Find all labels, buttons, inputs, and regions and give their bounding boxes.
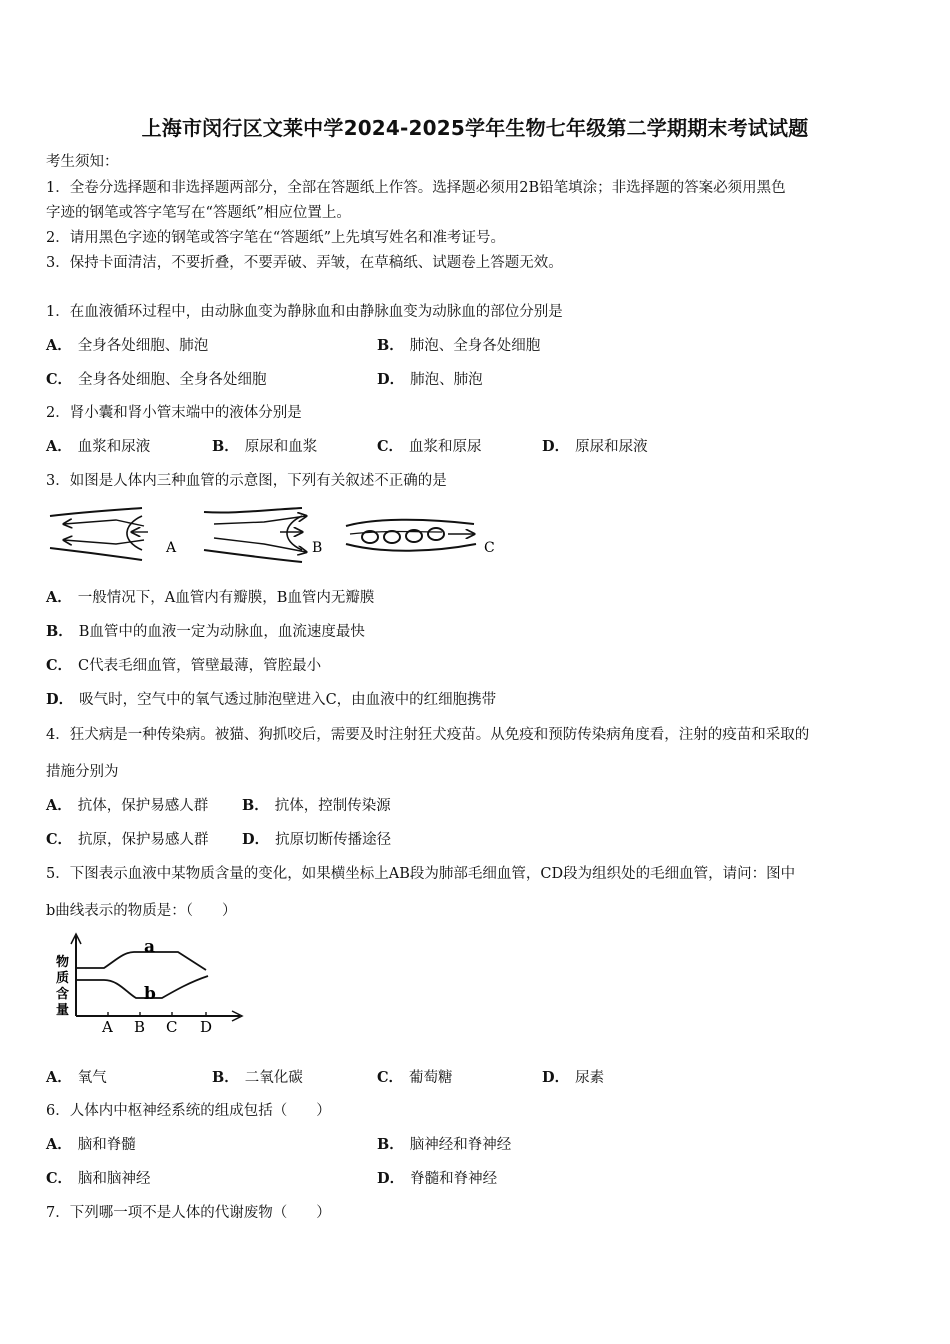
option-label: A． [46, 337, 72, 354]
option-label: C． [46, 657, 73, 674]
option-label: A． [46, 797, 72, 814]
curve-label-a: a [144, 937, 156, 957]
q6-option-a[interactable] [46, 1135, 136, 1155]
q4-option-b[interactable] [242, 796, 391, 816]
option-label: D． [242, 831, 270, 848]
q2-option-b[interactable] [212, 437, 317, 457]
option-text: 尿素 [575, 1070, 605, 1086]
q1-option-b[interactable] [377, 336, 540, 356]
q4-option-c[interactable] [46, 830, 209, 850]
ylabel-char-3: 含 [56, 987, 70, 1002]
q2-option-c[interactable] [377, 437, 482, 457]
option-text: 全身各处细胞、全身各处细胞 [78, 372, 267, 388]
option-text: 原尿和尿液 [575, 439, 648, 455]
option-text: 一般情况下，A血管内有瓣膜，B血管内无瓣膜 [77, 590, 375, 606]
q5-option-c[interactable] [377, 1068, 453, 1088]
option-label: A． [46, 1069, 72, 1086]
notice-item-3: 3．保持卡面清洁，不要折叠，不要弄破、弄皱，在草稿纸、试题卷上答题无效。 [46, 255, 563, 271]
option-label: D． [542, 438, 570, 455]
option-label: C． [377, 1069, 404, 1086]
blood-vessel-figure [44, 504, 496, 570]
option-label: A． [46, 589, 72, 606]
ylabel-char-1: 物 [56, 955, 70, 970]
option-label: D． [377, 371, 405, 388]
q4-option-a[interactable] [46, 796, 208, 816]
option-text: 葡萄糖 [409, 1070, 453, 1086]
option-label: A． [46, 438, 72, 455]
option-text: 肺泡、肺泡 [410, 372, 483, 388]
ylabel-char-2: 质 [56, 971, 70, 986]
option-label: B． [46, 623, 73, 640]
option-text: 抗原切断传播途径 [275, 832, 392, 848]
question-4-stem-cont: 措施分别为 [46, 764, 119, 780]
q6-option-c[interactable] [46, 1169, 151, 1189]
xtick-c: C [166, 1018, 178, 1036]
q6-option-b[interactable] [377, 1135, 511, 1155]
question-4-stem: 4．狂犬病是一种传染病。被猫、狗抓咬后，需要及时注射狂犬疫苗。从免疫和预防传染病角度看，注射的疫苗和采取的 [46, 727, 810, 743]
q5-option-b[interactable] [212, 1068, 303, 1088]
option-text: 脊髓和脊神经 [410, 1171, 498, 1187]
q4-option-d[interactable] [242, 830, 391, 850]
option-text: 原尿和血浆 [244, 439, 318, 455]
question-7-stem: 7．下列哪一项不是人体的代谢废物（ ） [46, 1205, 331, 1221]
option-text: 抗原，保护易感人群 [78, 832, 209, 848]
curve-b [76, 976, 208, 998]
notice-item-1: 1．全卷分选择题和非选择题两部分，全部在答题纸上作答。选择题必须用2B铅笔填涂；非选择题的答案必须用黑色 [46, 180, 786, 196]
vessel-c-diagram [346, 520, 476, 551]
question-5-stem: 5．下图表示血液中某物质含量的变化，如果横坐标上AB段为肺部毛细血管，CD段为组织处的毛细血管，请问：图中 [46, 866, 796, 882]
question-1-stem: 1．在血液循环过程中，由动脉血变为静脉血和由静脉血变为动脉血的部位分别是 [46, 304, 563, 320]
option-label: B． [212, 1069, 239, 1086]
question-2-stem: 2．肾小囊和肾小管末端中的液体分别是 [46, 405, 302, 421]
q5-option-a[interactable] [46, 1068, 107, 1088]
q1-option-d[interactable] [377, 370, 483, 390]
xtick-d: D [200, 1018, 213, 1036]
q3-option-a[interactable] [46, 588, 374, 608]
ylabel-char-4: 量 [56, 1003, 70, 1018]
option-label: A． [46, 1136, 72, 1153]
option-label: C． [46, 371, 73, 388]
option-label: C． [377, 438, 404, 455]
option-text: 脑和脑神经 [78, 1171, 151, 1187]
q5-option-d[interactable] [542, 1068, 604, 1088]
option-label: B． [242, 797, 269, 814]
option-text: 抗体，保护易感人群 [77, 798, 209, 814]
q1-option-c[interactable] [46, 370, 267, 390]
option-label: D． [377, 1170, 405, 1187]
q2-option-a[interactable] [46, 437, 150, 457]
vessel-label-a: A [166, 540, 177, 556]
option-label: D． [542, 1069, 570, 1086]
notice-item-2: 2．请用黑色字迹的钢笔或答字笔在“答题纸”上先填写姓名和准考证号。 [46, 230, 506, 246]
option-text: B血管中的血液一定为动脉血，血流速度最快 [78, 624, 365, 640]
option-text: 脑和脊髓 [77, 1137, 136, 1153]
option-text: 全身各处细胞、肺泡 [77, 338, 209, 354]
q6-option-d[interactable] [377, 1169, 497, 1189]
option-label: B． [212, 438, 239, 455]
option-text: 血浆和尿液 [77, 439, 151, 455]
vessel-label-c: C [484, 540, 495, 556]
vessel-b-diagram [204, 508, 306, 562]
question-5-stem-cont: b曲线表示的物质是：（ ） [46, 903, 237, 919]
q2-option-d[interactable] [542, 437, 648, 457]
q3-option-c[interactable] [46, 656, 321, 676]
xtick-b: B [134, 1018, 146, 1036]
option-text: C代表毛细血管，管壁最薄，管腔最小 [78, 658, 322, 674]
q3-option-d[interactable] [46, 690, 496, 710]
question-3-stem: 3．如图是人体内三种血管的示意图，下列有关叙述不正确的是 [46, 473, 447, 489]
curve-label-b: b [144, 984, 156, 1004]
page-title: 上海市闵行区文莱中学2024-2025学年生物七年级第二学期期末考试试题 [141, 116, 809, 140]
option-text: 肺泡、全身各处细胞 [409, 338, 541, 354]
option-text: 氧气 [77, 1070, 107, 1086]
option-label: B． [377, 1136, 404, 1153]
option-text: 脑神经和脊神经 [409, 1137, 512, 1153]
option-text: 抗体，控制传染源 [274, 798, 391, 814]
curve-a [76, 952, 206, 970]
question-6-stem: 6．人体内中枢神经系统的组成包括（ ） [46, 1103, 331, 1119]
vessel-label-b: B [312, 540, 323, 556]
xtick-a: A [102, 1018, 113, 1036]
option-label: B． [377, 337, 404, 354]
vessel-a-diagram [50, 508, 148, 560]
option-label: C． [46, 1170, 73, 1187]
q1-option-a[interactable] [46, 336, 208, 356]
notice-item-1-cont: 字迹的钢笔或答字笔写在“答题纸”相应位置上。 [46, 205, 351, 221]
option-label: C． [46, 831, 73, 848]
q3-option-b[interactable] [46, 622, 365, 642]
notice-heading: 考生须知： [46, 154, 119, 170]
substance-content-graph [46, 932, 246, 1038]
option-text: 血浆和原尿 [409, 439, 482, 455]
option-text: 二氧化碳 [244, 1070, 303, 1086]
option-text: 吸气时，空气中的氧气透过肺泡壁进入C，由血液中的红细胞携带 [79, 692, 497, 708]
option-label: D． [46, 691, 74, 708]
